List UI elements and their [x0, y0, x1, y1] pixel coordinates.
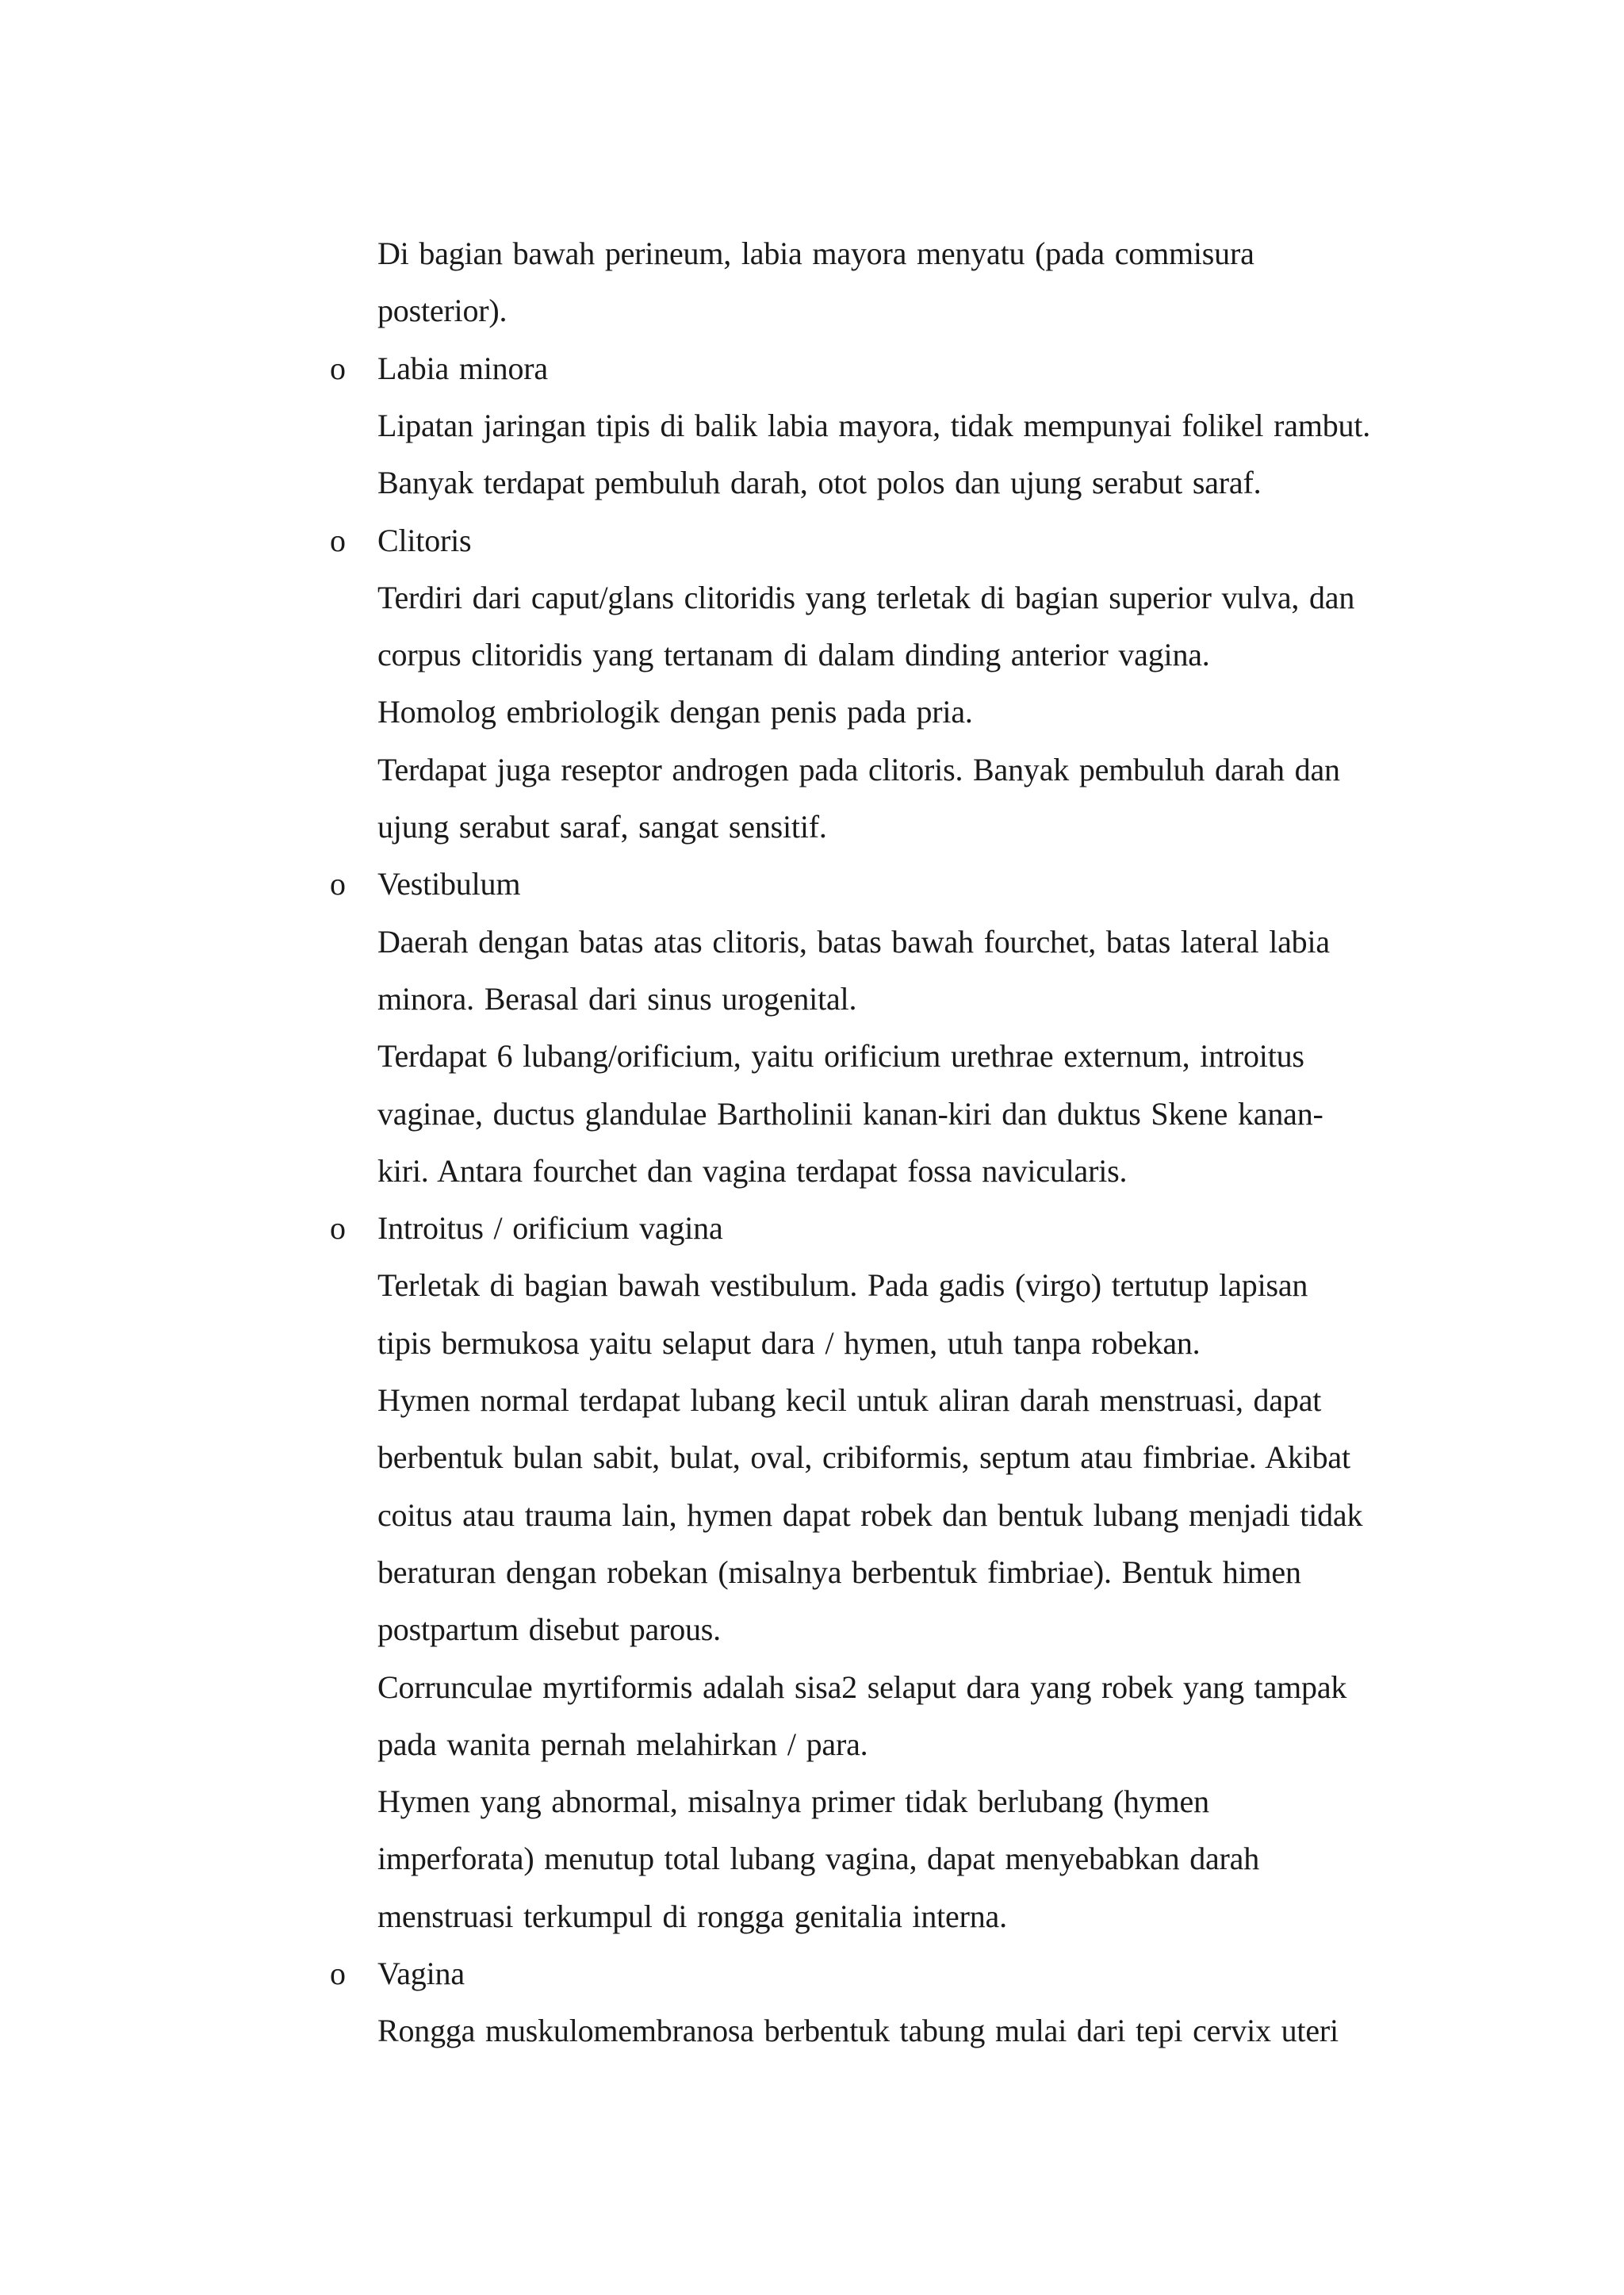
text-line: pada wanita pernah melahirkan / para.	[377, 1726, 868, 1762]
text-line: postpartum disebut parous.	[377, 1611, 721, 1647]
text-line: Hymen yang abnormal, misalnya primer tidak berlubang (hymen	[377, 1784, 1209, 1819]
text-line: Terdapat 6 lubang/orificium, yaitu orificium urethrae externum, introitus	[377, 1038, 1304, 1074]
section-heading: Introitus / orificium vagina	[377, 1210, 723, 1246]
text-line: menstruasi terkumpul di rongga genitalia interna.	[377, 1898, 1007, 1934]
text-line: Terletak di bagian bawah vestibulum. Pada gadis (virgo) tertutup lapisan	[377, 1267, 1308, 1303]
text-line: vaginae, ductus glandulae Bartholinii kanan-kiri dan duktus Skene kanan-	[377, 1096, 1323, 1132]
list-bullet: o	[330, 351, 346, 386]
text-line: tipis bermukosa yaitu selaput dara / hymen, utuh tanpa robekan.	[377, 1325, 1201, 1361]
text-line: Homolog embriologik dengan penis pada pria.	[377, 694, 973, 730]
text-line: kiri. Antara fourchet dan vagina terdapat fossa navicularis.	[377, 1153, 1128, 1189]
section-heading: Clitoris	[377, 523, 472, 558]
text-line: imperforata) menutup total lubang vagina, dapat menyebabkan darah	[377, 1841, 1260, 1876]
text-line: coitus atau trauma lain, hymen dapat robek dan bentuk lubang menjadi tidak	[377, 1497, 1363, 1533]
text-line: Terdiri dari caput/glans clitoridis yang terletak di bagian superior vulva, dan	[377, 580, 1355, 615]
section-heading: Labia minora	[377, 351, 548, 386]
text-line: Terdapat juga reseptor androgen pada clitoris. Banyak pembuluh darah dan	[377, 752, 1340, 787]
text-line: ujung serabut saraf, sangat sensitif.	[377, 809, 827, 845]
list-bullet: o	[330, 866, 346, 902]
text-line: Rongga muskulomembranosa berbentuk tabung mulai dari tepi cervix uteri	[377, 2013, 1339, 2048]
list-bullet: o	[330, 523, 346, 558]
text-line: Lipatan jaringan tipis di balik labia mayora, tidak mempunyai folikel rambut.	[377, 408, 1371, 443]
text-line: beraturan dengan robekan (misalnya berbentuk fimbriae). Bentuk himen	[377, 1554, 1301, 1590]
text-line: Corrunculae myrtiformis adalah sisa2 selaput dara yang robek yang tampak	[377, 1669, 1347, 1705]
list-bullet: o	[330, 1956, 346, 1991]
text-line: corpus clitoridis yang tertanam di dalam dinding anterior vagina.	[377, 637, 1210, 672]
text-line: Hymen normal terdapat lubang kecil untuk aliran darah menstruasi, dapat	[377, 1382, 1322, 1418]
text-line: posterior).	[377, 293, 508, 328]
text-line: Di bagian bawah perineum, labia mayora menyatu (pada commisura	[377, 236, 1254, 271]
list-bullet: o	[330, 1210, 346, 1246]
text-line: minora. Berasal dari sinus urogenital.	[377, 981, 857, 1017]
section-heading: Vestibulum	[377, 866, 521, 902]
section-heading: Vagina	[377, 1956, 465, 1991]
text-line: Banyak terdapat pembuluh darah, otot polos dan ujung serabut saraf.	[377, 465, 1262, 500]
text-line: berbentuk bulan sabit, bulat, oval, cribiformis, septum atau fimbriae. Akibat	[377, 1439, 1350, 1475]
text-line: Daerah dengan batas atas clitoris, batas bawah fourchet, batas lateral labia	[377, 924, 1330, 960]
